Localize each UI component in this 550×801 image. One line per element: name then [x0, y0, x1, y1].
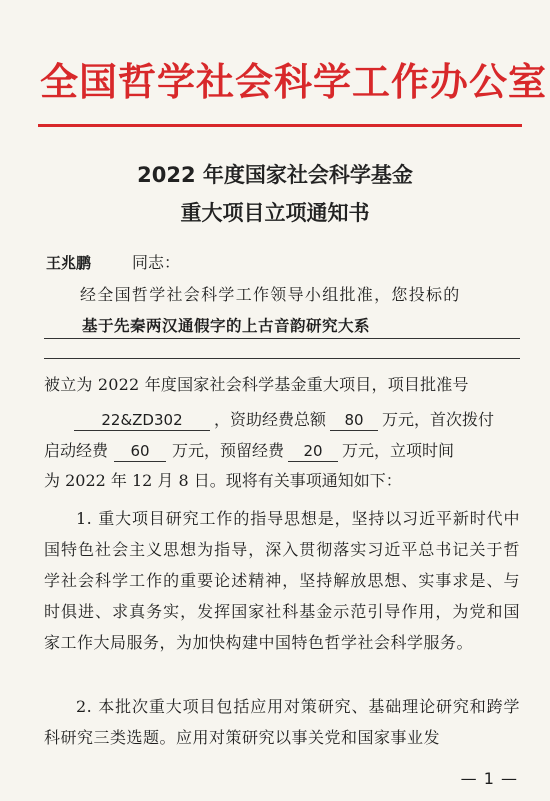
org-title: 全国哲学社会科学工作办公室: [40, 60, 548, 104]
salutation-suffix: 同志：: [132, 253, 181, 272]
paragraph-2-text: 2. 本批次重大项目包括应用对策研究、基础理论研究和跨学科研究三类选题。应用对策研究以事关党和国家事业发: [44, 697, 520, 747]
funding-unit: 万元，首次拨付: [382, 410, 495, 429]
project-title-field: [44, 314, 520, 339]
startup-amount: 60: [114, 441, 166, 462]
paragraph-2: [44, 691, 520, 753]
blank-underline: [44, 358, 520, 359]
red-header-rule: [38, 124, 522, 127]
recipient-name: 王兆鹏: [46, 254, 92, 272]
intro-text: 经全国哲学社会科学工作领导小组批准，您投标的: [80, 285, 461, 304]
page-number: — 1 —: [460, 769, 518, 788]
funding-total: 80: [330, 410, 378, 431]
project-number: 22&ZD302: [74, 410, 210, 431]
reserve-amount: 20: [288, 441, 338, 462]
paragraph-1: [44, 503, 520, 658]
funding-label: ，资助经费总额: [214, 410, 327, 429]
approved-as-text: 被立为 2022 年度国家社会科学基金重大项目，项目批准号: [44, 375, 469, 394]
notice-title-line1: 2022 年度国家社会科学基金: [137, 163, 413, 187]
project-number-line: [44, 408, 520, 432]
startup-label: 启动经费: [44, 441, 109, 460]
setup-time-label: 万元，立项时间: [342, 441, 455, 460]
paragraph-1-text: 1. 重大项目研究工作的指导思想是，坚持以习近平新时代中国特色社会主义思想为指导，深入贯彻落实习近平总书记关于哲学社会科学工作的重要论述精神，坚持解放思想、实事求是、与时俱进、求真务实，发挥国家社科基金示范引导作用，为党和国家工作大局服务，为加快构建中国特色哲学社会科学服务。: [44, 509, 520, 652]
startup-funding-line: [44, 439, 520, 463]
reserve-label: 万元，预留经费: [172, 441, 285, 460]
date-line: 为 2022 年 12 月 8 日。现将有关事项通知如下：: [44, 471, 402, 490]
project-title: 基于先秦两汉通假字的上古音韵研究大系: [82, 316, 371, 335]
notice-title-line2: 重大项目立项通知书: [180, 201, 370, 225]
